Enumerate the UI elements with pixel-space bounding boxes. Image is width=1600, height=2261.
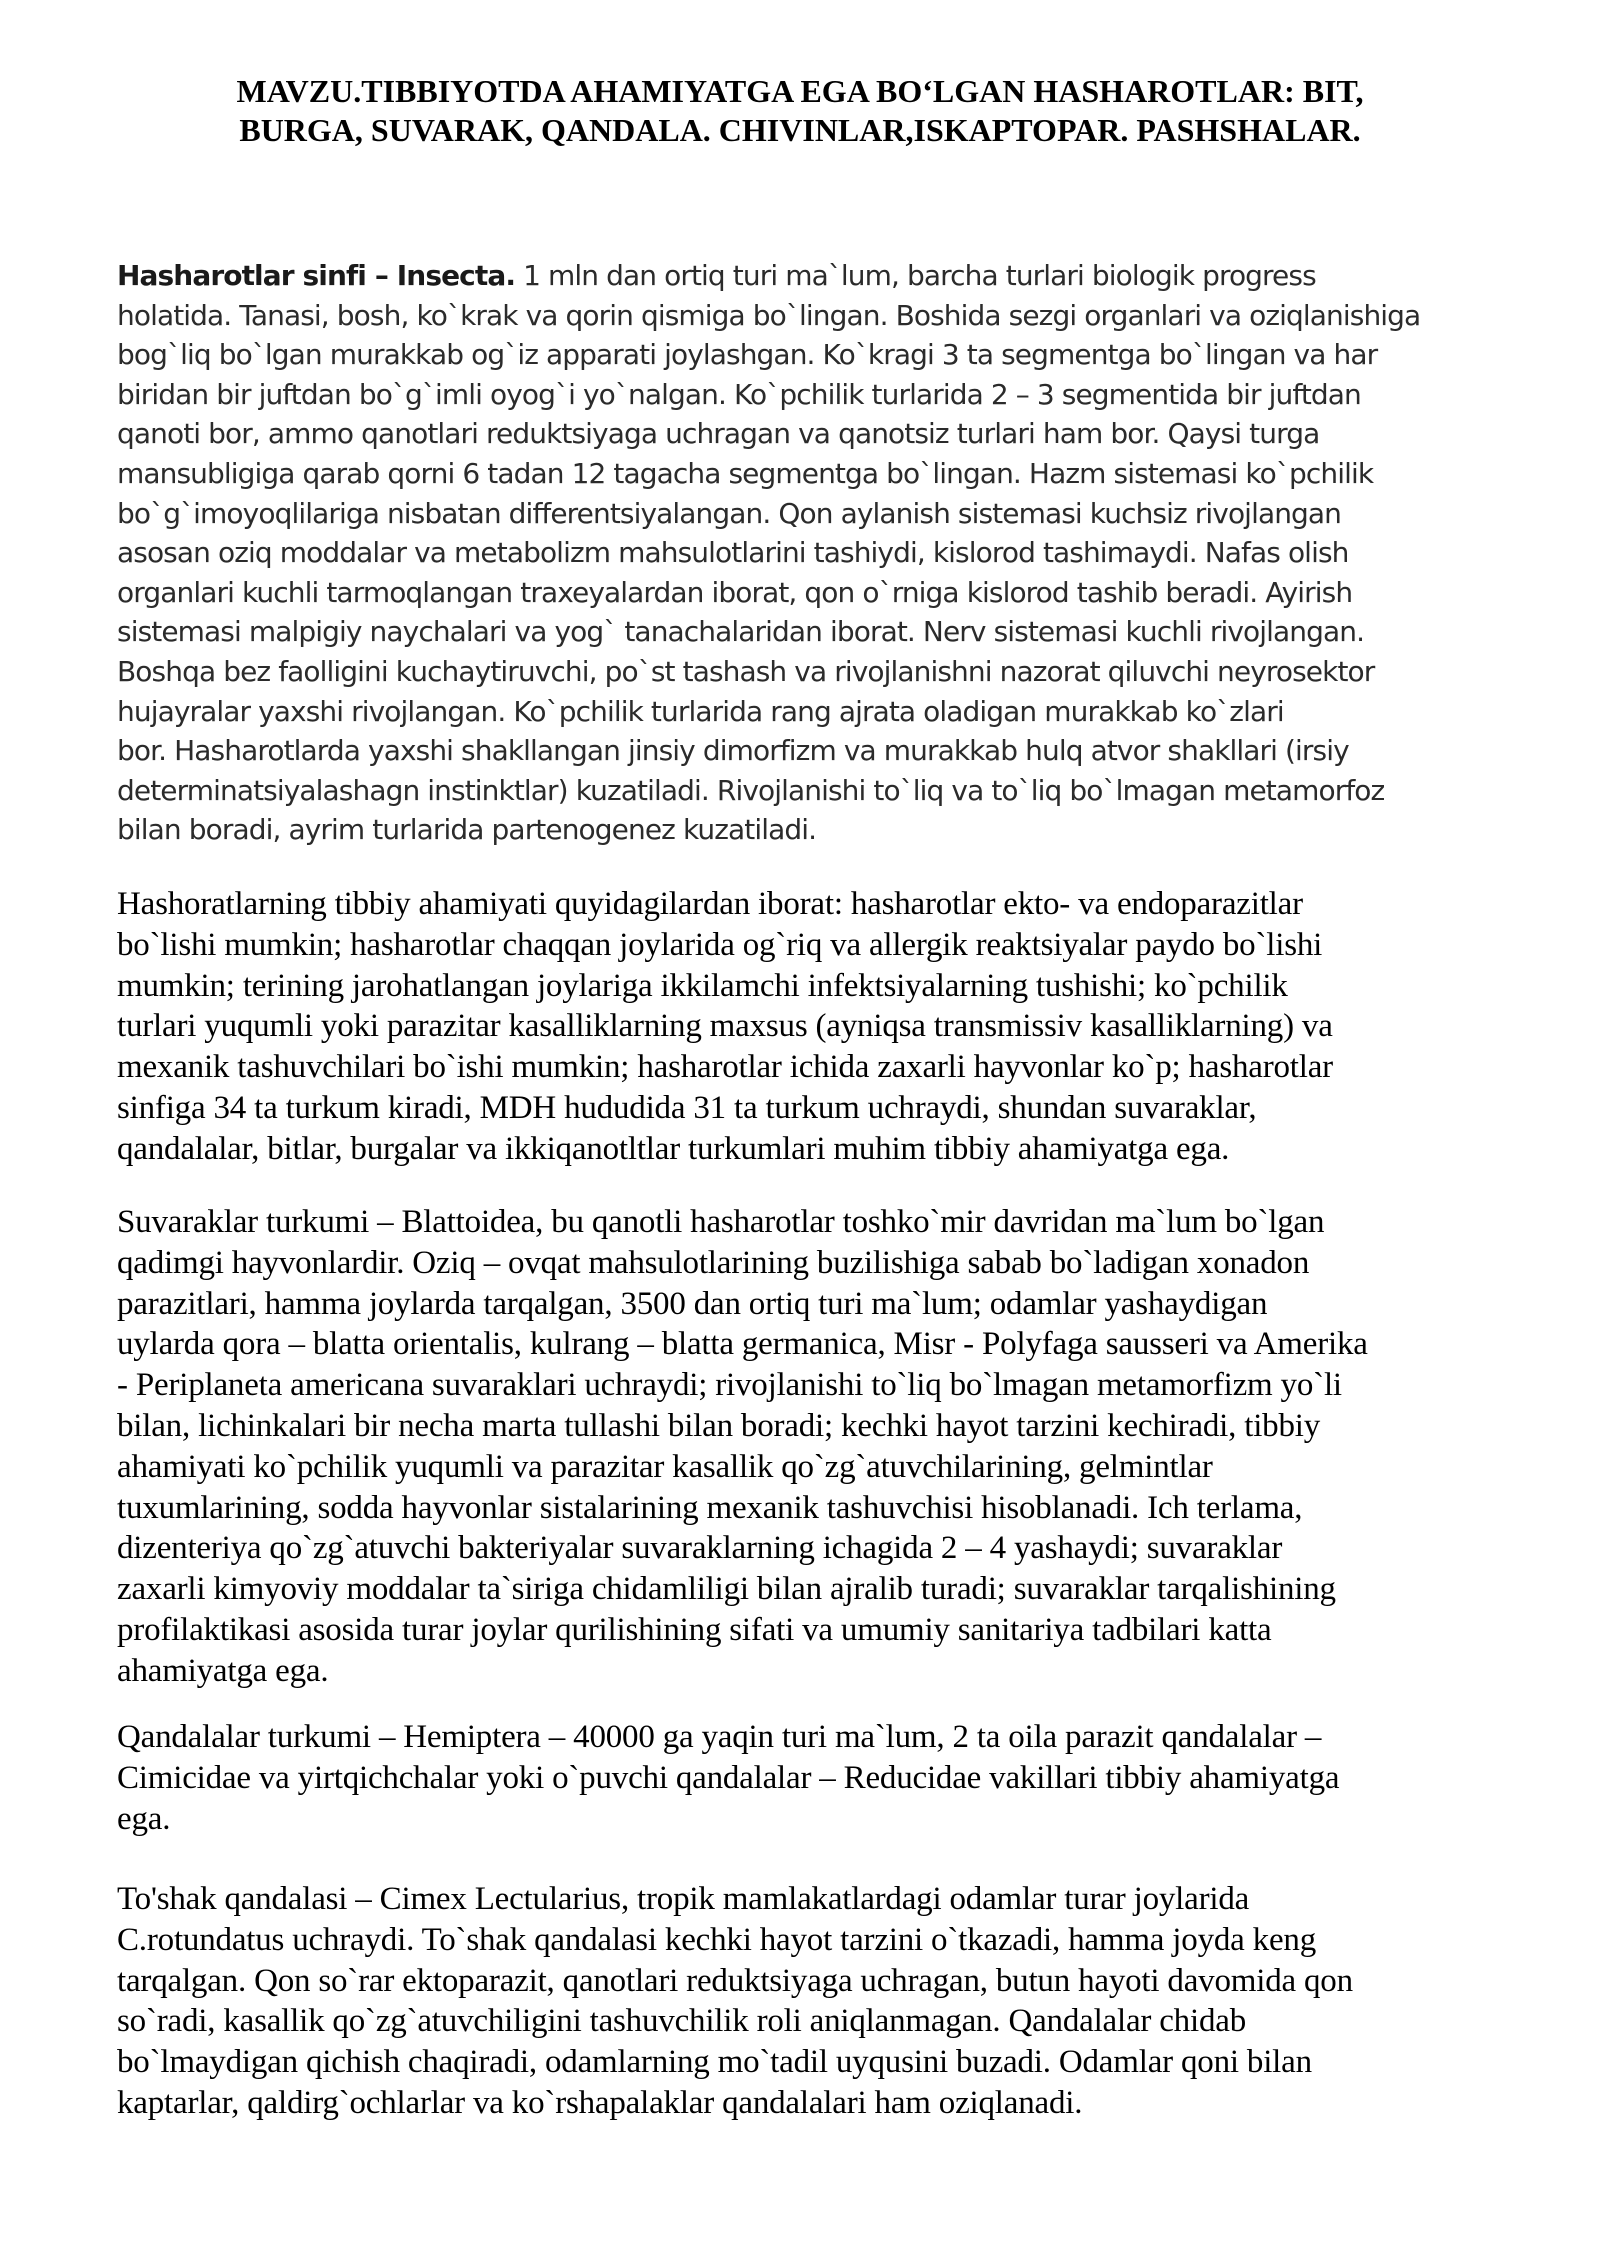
insecta-paragraph xyxy=(117,256,1517,850)
insecta-lead-heading: Hasharotlar sinfi – Insecta. xyxy=(117,259,516,292)
bedbugs-order-paragraph: Qandalalar turkumi – Hemiptera – 40000 ga yaqin turi ma`lum, 2 ta oila parazit qandalalar – Cimicidae va yirtqichchalar yoki o`puvchi qandalalar – Reducidae vakillari tibbiy ahamiyatga ega. xyxy=(117,1719,1340,1837)
insecta-paragraph-text: 1 mln dan ortiq turi ma`lum, barcha turlari biologik progress holatida. Tanasi, bosh, ko`krak va qorin qismiga bo`lingan. Boshida sezgi organlari va oziqlanishiga bog`liq bo`lgan murakkab og`iz apparati joylashgan. Ko`kragi 3 ta segmentga bo`lingan va har biridan bir juftdan bo`g`imli oyog`i yo`nalgan. Ko`pchilik turlarida 2 – 3 segmentida bir juftdan qanoti bor, ammo qanotlari reduktsiyaga uchragan va qanotsiz turlari ham bor. Qaysi turga mansubligiga qarab qorni 6 tadan 12 tagacha segmentga bo`lingan. Hazm sistemasi ko`pchilik bo`g`imoyoqlilariga nisbatan differentsiyalangan. Qon aylanish sistemasi kuchsiz rivojlangan asosan oziq moddalar va metabolizm mahsulotlarini tashiydi, kislorod tashimaydi. Nafas olish organlari kuchli tarmoqlangan traxeyalardan iborat, qon o`rniga kislorod tashib beradi. Ayirish sistemasi malpigiy naychalari va yog` tanachalaridan iborat. Nerv sistemasi kuchli rivojlangan. Boshqa bez faolligini kuchaytiruvchi, po`st tashash va rivojlanishni nazorat qiluvchi neyrosektor hujayralar yaxshi rivojlangan. Ko`pchilik turlarida rang ajrata oladigan murakkab ko`zlari bor. Hasharotlarda yaxshi shakllangan jinsiy dimorfizm va murakkab hulq atvor shakllari (irsiy determinatsiyalashagn instinktlar) kuzatiladi. Rivojlanishi to`liq va to`liq bo`lmagan metamorfoz bilan boradi, ayrim turlarida partenogenez kuzatiladi. xyxy=(117,259,1421,847)
cockroaches-paragraph: Suvaraklar turkumi – Blattoidea, bu qanotli hasharotlar toshko`mir davridan ma`lum bo`lgan qadimgi hayvonlardir. Oziq – ovqat mahsulotlarining buzilishiga sabab bo`ladigan xonadon parazitlari, hamma joylarda tarqalgan, 3500 dan ortiq turi ma`lum; odamlar yashaydigan uylarda qora – blatta orientalis, kulrang – blatta germanica, Misr - Polyfaga sausseri va Amerika - Periplaneta americana suvaraklari uchraydi; rivojlanishi to`liq bo`lmagan metamorfizm yo`li bilan, lichinkalari bir necha marta tullashi bilan boradi; kechki hayot tarzini kechiradi, tibbiy ahamiyati ko`pchilik yuqumli va parazitar kasallik qo`zg`atuvchilarining, gelmintlar tuxumlarining, sodda hayvonlar sistalarining mexanik tashuvchisi hisoblanadi. Ich terlama, dizenteriya qo`zg`atuvchi bakteriyalar suvaraklarning ichagida 2 – 4 yashaydi; suvaraklar zaxarli kimyoviy moddalar ta`siriga chidamliligi bilan ajralib turadi; suvaraklar tarqalishining profilaktikasi asosida turar joylar qurilishining sifati va umumiy sanitariya tadbilari katta ahamiyatga ega. xyxy=(117,1204,1368,1689)
medical-significance-paragraph: Hashoratlarning tibbiy ahamiyati quyidagilardan iborat: hasharotlar ekto- va endoparazitlar bo`lishi mumkin; hasharotlar chaqqan joylarida og`riq va allergik reaktsiyalar paydo bo`lishi mumkin; terining jarohatlangan joylariga ikkilamchi infektsiyalarning tushishi; ko`pchilik turlari yuqumli yoki parazitar kasalliklarning maxsus (ayniqsa transmissiv kasalliklarning) va mexanik tashuvchilari bo`ishi mumkin; hasharotlar ichida zaxarli hayvonlar ko`p; hasharotlar sinfiga 34 ta turkum kiradi, MDH hududida 31 ta turkum uchraydi, shundan suvaraklar, qandalalar, bitlar, burgalar va ikkiqanotltlar turkumlari muhim tibbiy ahamiyatga ega. xyxy=(117,886,1333,1167)
bed-bug-paragraph: To'shak qandalasi – Cimex Lectularius, tropik mamlakatlardagi odamlar turar joylarida C.rotundatus uchraydi. To`shak qandalasi kechki hayot tarzini o`tkazadi, hamma joyda keng tarqalgan. Qon so`rar ektoparazit, qanotlari reduktsiyaga uchragan, butun hayoti davomida qon so`radi, kasallik qo`zg`atuvchiligini tashuvchilik roli aniqlanmagan. Qandalalar chidab bo`lmaydigan qichish chaqiradi, odamlarning mo`tadil uyqusini buzadi. Odamlar qoni bilan kaptarlar, qaldirg`ochlarlar va ko`rshapalaklar qandalalari ham oziqlanadi. xyxy=(117,1881,1353,2121)
document-title: MAVZU.TIBBIYOTDA AHAMIYATGA EGA BO‘LGAN HASHAROTLAR: BIT, BURGA, SUVARAK, QANDALA. CHIVINLAR,ISKAPTOPAR. PASHSHALAR. xyxy=(236,73,1364,148)
